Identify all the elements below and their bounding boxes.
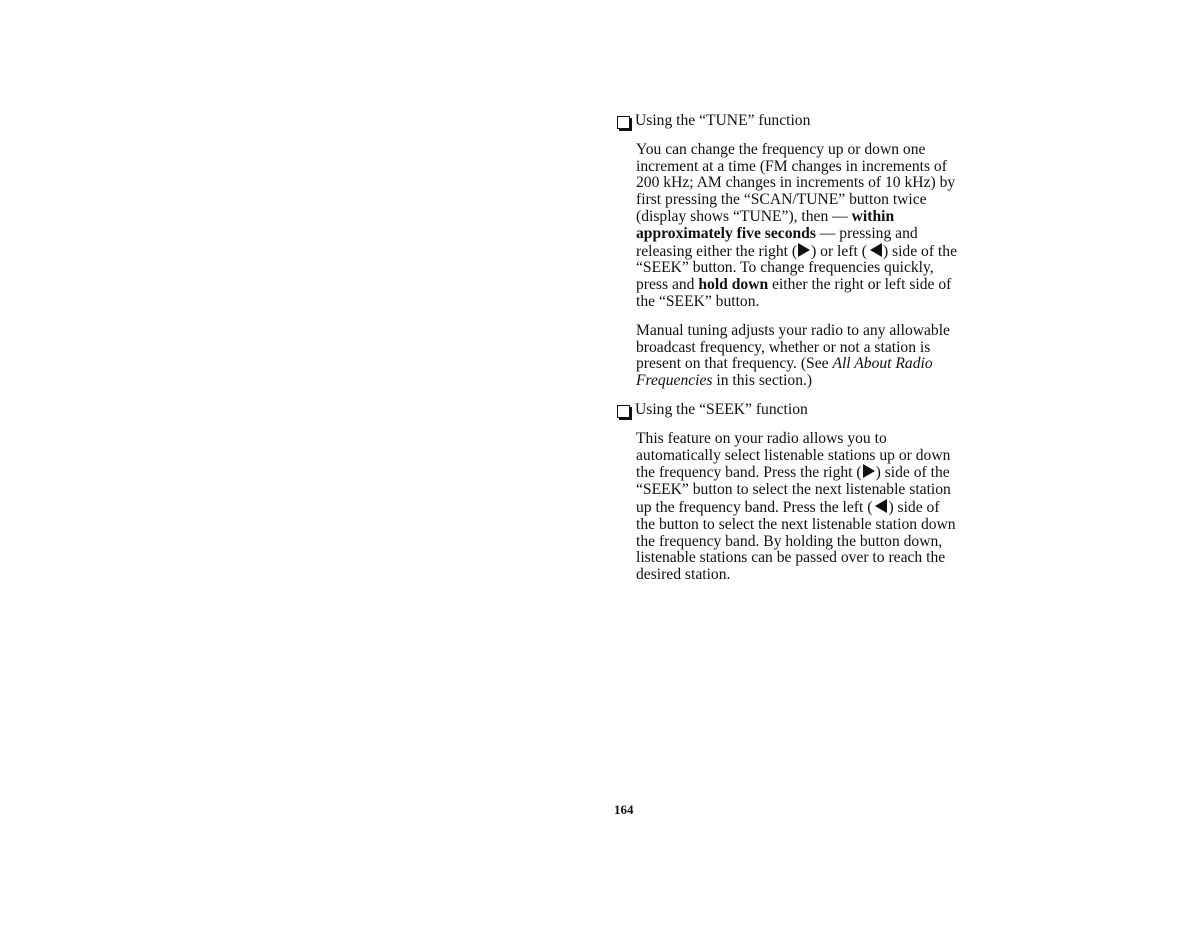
tune-paragraph-2 xyxy=(616,323,961,390)
checkbox-icon xyxy=(617,116,630,129)
page-number: 164 xyxy=(614,802,634,817)
text-run: either the right or left side of the “SEEK” button. xyxy=(636,276,952,310)
text-run: Manual tuning adjusts your radio to any allowable broadcast frequency, whether or not a station is present on that frequency. (See xyxy=(636,321,950,373)
text-run: ) side of the “SEEK” button. To change frequencies quickly, press and xyxy=(636,242,957,294)
checkbox-icon xyxy=(617,405,630,418)
seek-paragraph-1 xyxy=(616,431,961,584)
text-run: This feature on your radio allows you to automatically select listenable stations up or down the frequency band. Press the right ( xyxy=(636,429,951,482)
emphasis-text: within approximately five seconds xyxy=(636,207,895,242)
seek-section-heading xyxy=(616,402,961,419)
italic-reference: All About Radio Frequencies xyxy=(636,355,933,390)
left-triangle-icon xyxy=(875,499,887,513)
text-run: — pressing and releasing either the right ( xyxy=(636,224,918,260)
tune-paragraph-1 xyxy=(616,142,961,311)
tune-heading-text: Using the “TUNE” function xyxy=(635,112,811,129)
tune-section-heading xyxy=(616,113,961,130)
seek-heading-text: Using the “SEEK” function xyxy=(635,400,808,418)
right-triangle-icon xyxy=(863,464,875,478)
right-triangle-icon xyxy=(798,243,810,257)
text-run: in this section.) xyxy=(712,372,813,390)
text-run: ) side of the “SEEK” button to select the next listenable station up the frequency band. Press the left ( xyxy=(636,464,951,516)
left-triangle-icon xyxy=(870,243,882,257)
emphasis-text: hold down xyxy=(698,276,769,294)
manual-page-column xyxy=(616,113,961,596)
text-run: You can change the frequency up or down one increment at a time (FM changes in increments of 200 kHz; AM changes in increments of 10 kHz) by first pressing the “SCAN/TUNE” button twice (display shows “TUNE”), then — xyxy=(636,140,956,225)
text-run: ) or left ( xyxy=(811,242,867,260)
text-run: ) side of the button to select the next listenable station down the frequency band. By holding the button down, listenable stations can be passed over to reach the desired station. xyxy=(636,498,956,584)
